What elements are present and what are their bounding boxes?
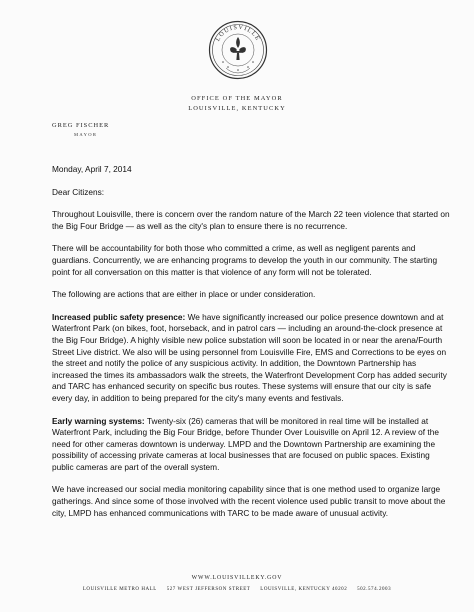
footer-street: 527 WEST JEFFERSON STREET: [166, 587, 251, 592]
paragraph-social-media: We have increased our social media monitoring capability since that is one method used to organize large gatherings. And since some of those involved with the recent violence used public transit to move about the city, LMPD has enhanced communications with TARC to be made aware of unusual activity.: [52, 484, 446, 518]
city-seal-icon: [208, 20, 268, 80]
footer-address: [0, 587, 474, 592]
office-location: LOUISVILLE, KENTUCKY: [188, 105, 286, 112]
salutation: Dear Citizens:: [52, 186, 105, 197]
seal-text: LOUISVILLE: [214, 23, 262, 43]
office-of-the-mayor: OFFICE OF THE MAYOR: [191, 95, 283, 102]
footer-website: WWW.LOUISVILLEKY.GOV: [191, 575, 283, 581]
section-early-warning-heading: Early warning systems:: [52, 415, 145, 426]
footer-phone: 502.574.2003: [357, 587, 392, 592]
section-public-safety-text: We have significantly increased our police presence downtown and at Waterfront Park (on bikes, foot, horseback, and in patrol cars — including an around-the-clock presence at the Big Four Bridge). A highly visible new police substation will soon be located in or near the arena/Fourth Street Live district. We also will be using personnel from Louisville Fire, EMS and Corrections to be eyes on the street and notify the police of any suspicious activity. In addition, the Downtown Partnership has increased the times its ambassadors walk the streets, the Waterfront Development Corp has added security and TARC has enhanced security on specific bus routes. These systems will ensure that our city is safe every day, in addition to being prepared for the city's many events and festivals.: [52, 311, 447, 403]
letter-date: Monday, April 7, 2014: [52, 164, 132, 174]
paragraph-intro: Throughout Louisville, there is concern over the random nature of the March 22 teen violence that started on the Big Four Bridge — as well as the city's plan to ensure there is no recurrence.: [52, 209, 450, 231]
section-public-safety-heading: Increased public safety presence:: [52, 311, 186, 322]
letter-body: [52, 164, 452, 530]
paragraph-accountability: There will be accountability for both those who committed a crime, as well as negligent parents and guardians. Concurrently, we are enhancing programs to develop the youth in our community. The starting point for all conversation on this matter is that violence of any form will not be tolerated.: [52, 243, 438, 277]
section-early-warning: [52, 416, 452, 474]
footer-city: LOUISVILLE, KENTUCKY 40202: [260, 587, 348, 592]
footer-building: LOUISVILLE METRO HALL: [82, 587, 157, 592]
paragraph-actions: The following are actions that are either in place or under consideration.: [52, 289, 316, 300]
section-public-safety: [52, 312, 452, 405]
section-early-warning-text: Twenty-six (26) cameras that will be monitored in real time will be installed at Waterfront Park, including the Big Four Bridge, before Thunder Over Louisville on April 12. A review of the need for other cameras downtown is underway. LMPD and the Downtown Partnership are examining the possibility of accessing private cameras at local businesses that are focused on public spaces. Existing public cameras are part of the overall system.: [52, 415, 439, 472]
mayor-name: GREG FISCHER: [52, 122, 110, 129]
mayor-title: MAYOR: [74, 132, 98, 137]
